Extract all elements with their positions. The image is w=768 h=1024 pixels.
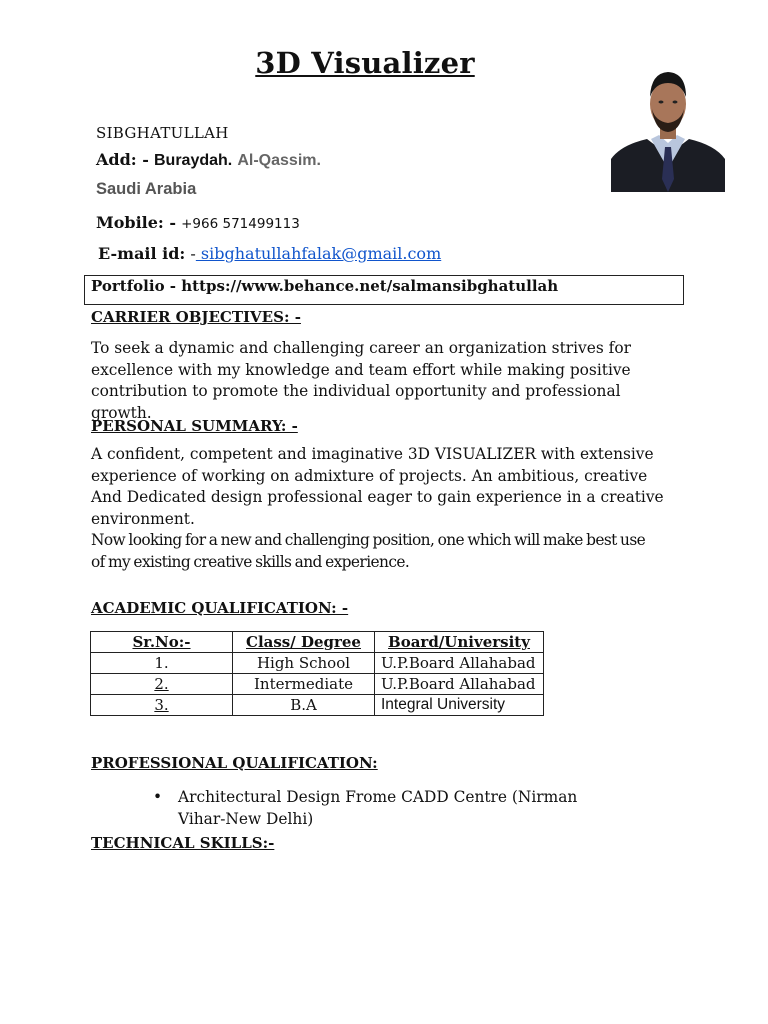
- mobile-number: +966 571499113: [181, 216, 300, 232]
- mobile-line: [96, 213, 300, 232]
- table-cell-class: B.A: [233, 695, 375, 716]
- table-cell-board: Integral University: [375, 695, 544, 716]
- academic-table: [90, 631, 544, 716]
- academic-heading: ACADEMIC QUALIFICATION: -: [91, 599, 349, 617]
- email-line: [98, 244, 441, 263]
- email-link[interactable]: sibghatullahfalak@gmail.com: [195, 244, 442, 263]
- column-header-board: Board/University: [375, 632, 544, 653]
- page-title: 3D Visualizer: [255, 46, 475, 80]
- address-label: Add: -: [96, 150, 149, 169]
- table-row: [91, 653, 544, 674]
- personal-summary-heading: PERSONAL SUMMARY: -: [91, 417, 298, 435]
- technical-skills-heading: TECHNICAL SKILLS:-: [91, 834, 275, 852]
- address-country: Saudi Arabia: [96, 180, 197, 198]
- table-cell-srno: 1.: [91, 653, 233, 674]
- mobile-label: Mobile: -: [96, 213, 177, 232]
- list-item: • Architectural Design Frome CADD Centre (Nirman Vihar-New Delhi): [150, 786, 590, 830]
- email-label: E-mail id:: [98, 244, 186, 263]
- table-row: [91, 695, 544, 716]
- address-line: [96, 150, 321, 170]
- address-city: Buraydah.: [154, 152, 233, 169]
- table-header-row: [91, 632, 544, 653]
- career-objectives-heading: CARRIER OBJECTIVES: -: [91, 308, 301, 326]
- table-cell-srno: 3.: [91, 695, 233, 716]
- personal-summary-paragraph-1: A confident, competent and imaginative 3D VISUALIZER with extensive experience of working on admixture of projects. An ambitious, creative And Dedicated design professional eager to gain experience in a creative environment.: [91, 445, 664, 528]
- professional-heading: PROFESSIONAL QUALIFICATION:: [91, 754, 378, 772]
- candidate-name: SIBGHATULLAH: [96, 124, 229, 142]
- table-cell-srno: 2.: [91, 674, 233, 695]
- table-cell-board: U.P.Board Allahabad: [375, 674, 544, 695]
- table-cell-class: Intermediate: [233, 674, 375, 695]
- portfolio-link[interactable]: Portfolio - https://www.behance.net/salmansibghatullah: [91, 277, 559, 295]
- profile-photo: [611, 59, 725, 192]
- email-separator: -: [190, 244, 196, 263]
- career-objectives-text: [91, 338, 681, 424]
- career-objectives-paragraph: To seek a dynamic and challenging career an organization strives for excellence with my knowledge and team effort while making positive contribution to promote the individual opportunity and professional growth.: [91, 339, 631, 422]
- address-region: Al-Qassim.: [237, 152, 321, 169]
- column-header-class: Class/ Degree: [233, 632, 375, 653]
- table-row: [91, 674, 544, 695]
- personal-summary-paragraph-2: Now looking for a new and challenging position, one which will make best use of my existing creative skills and experience.: [91, 531, 646, 571]
- table-cell-class: High School: [233, 653, 375, 674]
- table-cell-board: U.P.Board Allahabad: [375, 653, 544, 674]
- column-header-srno: Sr.No:-: [91, 632, 233, 653]
- personal-summary-text: [91, 444, 681, 573]
- professional-list: [150, 786, 590, 830]
